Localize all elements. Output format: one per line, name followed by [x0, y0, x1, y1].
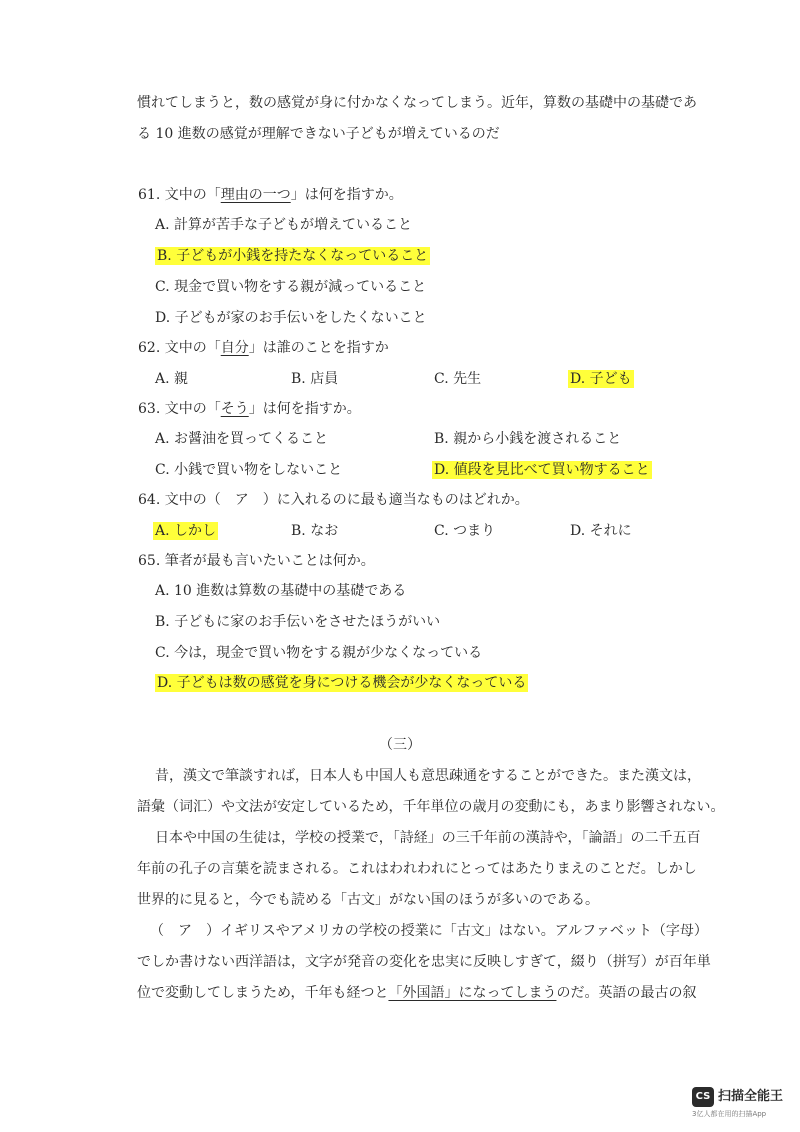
q65-option-d-answer: [155, 673, 528, 693]
question-61-suffix: 」は何を指すか。: [290, 187, 403, 203]
section-p2-line-1: 日本や中国の生徒は，学校の授業で，「詩経」の三千年前の漢詩や，「論語」の二千五百: [155, 830, 701, 846]
section-p3-line-3-post: のだ。英語の最古の叙: [556, 985, 697, 1001]
section-p3-line-2: でしか書けない西洋語は，文字が発音の変化を忠実に反映しすぎて，綴り（拼写）が百年単: [137, 954, 711, 970]
question-64: 64. 文中の（ ア ）に入れるのに最も適当なものはどれか。: [138, 492, 529, 508]
intro-line-1: 慣れてしまうと，数の感覚が身に付かなくなってしまう。近年，算数の基礎中の基礎であ: [137, 95, 697, 111]
question-63: [138, 399, 361, 419]
q63-option-a: A. お醤油を買ってくること: [155, 431, 329, 447]
q63-option-b: B. 親から小銭を渡されること: [434, 431, 622, 447]
q61-option-d: D. 子どもが家のお手伝いをしたくないこと: [155, 310, 427, 326]
q62-option-d-highlight: D. 子ども: [570, 371, 632, 387]
q65-option-b: B. 子どもに家のお手伝いをさせたほうがいい: [155, 614, 441, 630]
question-62-target: 自分: [220, 340, 249, 356]
question-63-prefix: 63. 文中の「: [138, 401, 221, 417]
question-62-suffix: 」は誰のことを指すか: [248, 340, 389, 356]
q62-option-c: C. 先生: [434, 371, 482, 387]
q64-option-a-highlight: A. しかし: [155, 523, 217, 539]
q61-option-b-highlight: B. 子どもが小銭を持たなくなっていること: [157, 248, 429, 264]
section-title: （三）: [379, 737, 421, 753]
q64-option-a-answer: [153, 521, 218, 541]
section-p3-underlined: 「外国語」になってしまう: [388, 985, 557, 1001]
section-p2-line-2: 年前の孔子の言葉を読まされる。これはわれわれにとってはあたりまえのことだ。しかし: [137, 861, 697, 877]
question-65: 65. 筆者が最も言いたいことは何か。: [138, 553, 375, 569]
question-61-prefix: 61. 文中の「: [138, 187, 221, 203]
q61-option-c: C. 現金で買い物をする親が減っていること: [155, 279, 427, 295]
q62-option-b: B. 店員: [291, 371, 339, 387]
question-61-target: 理由の一つ: [220, 187, 291, 203]
question-63-target: そう: [220, 401, 249, 417]
section-p3-line-3: [137, 983, 696, 1003]
question-63-suffix: 」は何を指すか。: [248, 401, 361, 417]
intro-line-2: る 10 進数の感覚が理解できない子どもが増えているのだ: [137, 126, 500, 142]
question-62: [138, 338, 389, 358]
q65-option-c: C. 今は，現金で買い物をする親が少なくなっている: [155, 645, 483, 661]
camscanner-logo-icon: CS: [692, 1087, 714, 1107]
q63-option-d-answer: [432, 460, 652, 480]
q65-option-d-highlight: D. 子どもは数の感覚を身につける機会が少なくなっている: [157, 675, 527, 691]
q61-option-a: A. 計算が苦手な子どもが増えていること: [155, 217, 413, 233]
section-p1-line-1: 昔，漢文で筆談すれば，日本人も中国人も意思疎通をすることができた。また漢文は，: [155, 768, 701, 784]
question-62-prefix: 62. 文中の「: [138, 340, 221, 356]
q65-option-a: A. 10 進数は算数の基礎中の基礎である: [155, 583, 407, 599]
q62-option-d-answer: [568, 369, 634, 389]
q64-option-d: D. それに: [570, 523, 632, 539]
section-p1-line-2: 語彙（词汇）や文法が安定しているため，千年単位の歳月の変動にも，あまり影響されない。: [137, 799, 725, 815]
camscanner-name: 扫描全能王: [718, 1089, 784, 1104]
question-61: [138, 185, 403, 205]
q63-option-d-highlight: D. 値段を見比べて買い物すること: [434, 462, 650, 478]
q64-option-b: B. なお: [291, 523, 339, 539]
q63-option-c: C. 小銭で買い物をしないこと: [155, 462, 343, 478]
q64-option-c: C. つまり: [434, 523, 496, 539]
camscanner-watermark: [692, 1087, 792, 1127]
camscanner-tagline: 3亿人都在用的扫描App: [692, 1110, 767, 1118]
q61-option-b-answer: [155, 246, 430, 266]
section-p3-line-3-pre: 位で変動してしまうため，千年も経つと: [137, 985, 389, 1001]
q62-option-a: A. 親: [155, 371, 189, 387]
section-p2-line-3: 世界的に見ると，今でも読める「古文」がない国のほうが多いのである。: [137, 892, 599, 908]
section-p3-line-1: （ ア ）イギリスやアメリカの学校の授業に「古文」はない。アルファベット（字母）: [150, 923, 708, 939]
